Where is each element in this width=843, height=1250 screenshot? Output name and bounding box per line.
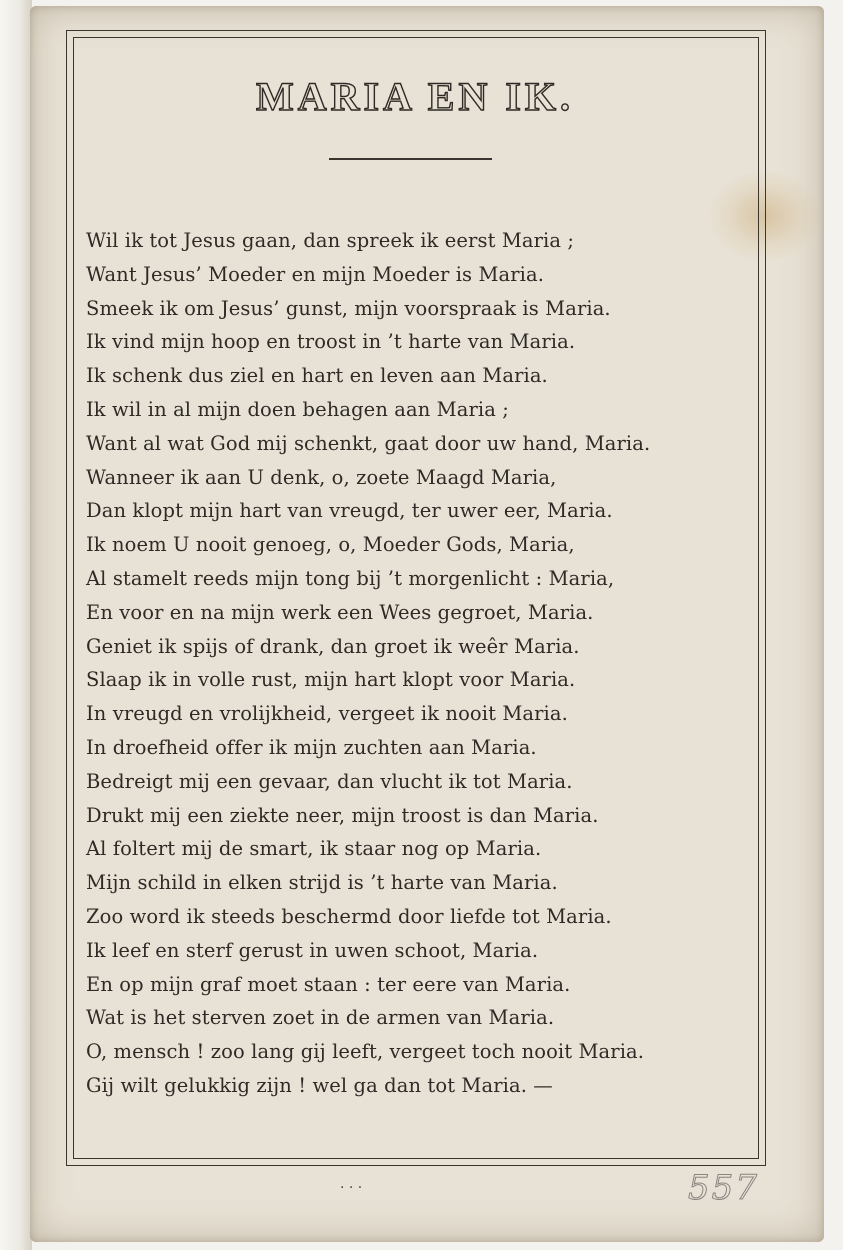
poem-line: Al foltert mij de smart, ik staar nog op Maria. [86, 837, 542, 861]
poem-line: Ik leef en sterf gerust in uwen schoot, Maria. [86, 938, 539, 962]
poem-line: Wanneer ik aan U denk, o, zoete Maagd Maria, [86, 465, 557, 489]
poem-line: O, mensch ! zoo lang gij leeft, vergeet toch nooit Maria. [86, 1040, 645, 1064]
poem-line: Ik wil in al mijn doen behagen aan Maria ; [86, 397, 509, 421]
poem-line: Ik noem U nooit genoeg, o, Moeder Gods, Maria, [86, 533, 575, 557]
poem-line: Ik vind mijn hoop en troost in ’t harte van Maria. [86, 330, 576, 354]
poem-line: En voor en na mijn werk een Wees gegroet, Maria. [86, 600, 594, 624]
poem-line: Wat is het sterven zoet in de armen van Maria. [86, 1006, 555, 1030]
poem-line: In droefheid offer ik mijn zuchten aan Maria. [86, 735, 537, 759]
poem-line: Slaap ik in volle rust, mijn hart klopt voor Maria. [86, 668, 576, 692]
poem-line: Want al wat God mij schenkt, gaat door uw hand, Maria. [86, 431, 651, 455]
poem-line: Gij wilt gelukkig zijn ! wel ga dan tot Maria. — [86, 1073, 553, 1097]
poem-line: Want Jesus’ Moeder en mijn Moeder is Maria. [86, 262, 545, 286]
poem-line: In vreugd en vrolijkheid, vergeet ik nooit Maria. [86, 702, 568, 726]
poem-line: Drukt mij een ziekte neer, mijn troost is dan Maria. [86, 803, 599, 827]
card-title: MARIA EN IK. [255, 74, 575, 119]
poem-line: Al stamelt reeds mijn tong bij ’t morgenlicht : Maria, [86, 566, 615, 590]
inventory-number: 557 [688, 1168, 759, 1208]
poem-line: Geniet ik spijs of drank, dan groet ik weêr Maria. [86, 634, 580, 658]
poem-line: Wil ik tot Jesus gaan, dan spreek ik eerst Maria ; [86, 229, 575, 252]
title-divider [329, 158, 492, 160]
poem-line: Bedreigt mij een gevaar, dan vlucht ik tot Maria. [86, 769, 573, 793]
poem-line: Smeek ik om Jesus’ gunst, mijn voorspraak is Maria. [86, 296, 611, 320]
poem-text [86, 224, 762, 1103]
poem-line: Ik schenk dus ziel en hart en leven aan Maria. [86, 364, 548, 388]
poem-line: En op mijn graf moet staan : ter eere van Maria. [86, 972, 571, 996]
poem-line: Dan klopt mijn hart van vreugd, ter uwer eer, Maria. [86, 499, 613, 523]
poem-line: Zoo word ik steeds beschermd door liefde tot Maria. [86, 904, 612, 928]
scan-background-edge [0, 0, 32, 1250]
ornament-dots: · · · [340, 1180, 363, 1196]
poem-line: Mijn schild in elken strijd is ’t harte van Maria. [86, 871, 558, 895]
